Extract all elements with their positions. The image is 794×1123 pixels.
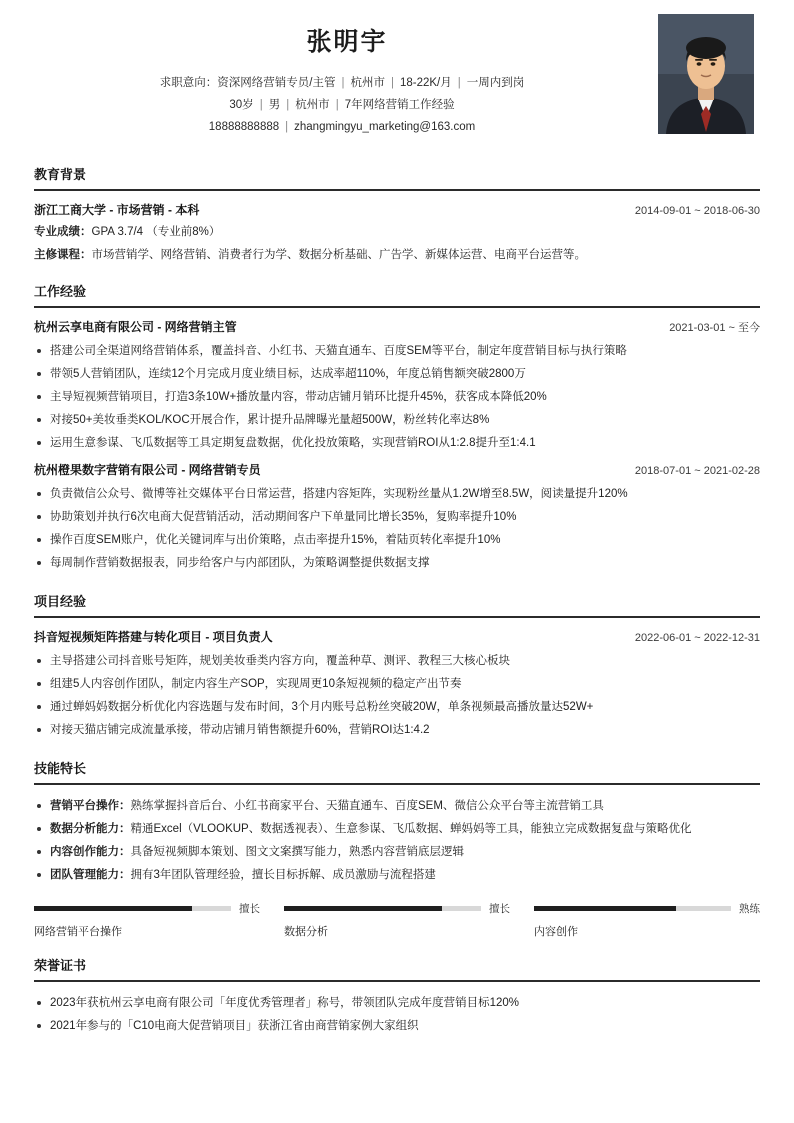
skill-bar-item [284,901,510,939]
skill-bar-fill [534,906,676,911]
skill-label: 营销平台操作： [50,800,131,812]
list-item: 操作百度SEM账户，优化关键词库与出价策略，点击率提升15%，着陆页转化率提升10% [34,529,760,552]
list-item [34,795,760,818]
list-item: 负责微信公众号、微博等社交媒体平台日常运营，搭建内容矩阵，实现粉丝量从1.2W增至8.5W，阅读量提升120% [34,483,760,506]
skill-label: 内容创作能力： [50,846,131,858]
skill-label: 数据分析能力： [50,823,131,835]
list-item: 通过蝉妈妈数据分析优化内容选题与发布时间，3个月内账号总粉丝突破20W，单条视频最高播放量达52W+ [34,696,760,719]
skill-text: 具备短视频脚本策划、图文文案撰写能力，熟悉内容营销底层逻辑 [130,846,464,858]
meta-row-1 [34,72,760,94]
skill-bar-fill [34,906,192,911]
job-city: 杭州市 [350,77,385,89]
city: 杭州市 [295,99,330,111]
education-gpa [34,223,760,242]
gender: 男 [268,99,281,111]
skill-bar-row [34,901,260,916]
list-item: 带领5人营销团队，连续12个月完成月度业绩目标，达成率超110%，年度总销售额突破2800万 [34,363,760,386]
job-intent-label: 求职意向： [159,77,218,89]
section-honors [34,955,760,1038]
list-item: 主导短视频营销项目，打造3条10W+播放量内容，带动店铺月销环比提升45%，获客成本降低20% [34,386,760,409]
separator: | [390,77,394,89]
skill-text: 熟练掌握抖音后台、小红书商家平台、天猫直通车、百度SEM、微信公众平台等主流营销工具 [130,800,604,812]
section-education [34,164,760,265]
list-item: 协助策划并执行6次电商大促营销活动，活动期间客户下单量同比增长35%，复购率提升10% [34,506,760,529]
page-title: 张明宇 [306,28,388,56]
work-date: 2021-03-01 ~ 至今 [669,322,760,334]
separator: | [335,99,339,111]
work-date: 2018-07-01 ~ 2021-02-28 [634,465,760,477]
section-project [34,591,760,742]
section-title-work: 工作经验 [34,284,87,299]
section-title-skills: 技能特长 [34,761,87,776]
work-company: 杭州橙果数字营销有限公司 - 网络营销专员 [34,463,261,477]
skill-bar-level: 擅长 [489,903,510,915]
project-entry [34,628,760,742]
education-entry-head [34,201,760,218]
list-item: 主导搭建公司抖音账号矩阵，规划美妆垂类内容方向，覆盖种草、测评、教程三大核心板块 [34,650,760,673]
education-gpa-value: GPA 3.7/4 （专业前8%） [91,226,221,238]
section-title-project: 项目经验 [34,594,87,609]
divider [34,783,760,785]
project-name: 抖音短视频矩阵搭建与转化项目 - 项目负责人 [34,630,273,644]
education-courses [34,246,760,265]
job-salary: 18-22K/月 [399,77,452,89]
project-date: 2022-06-01 ~ 2022-12-31 [634,632,760,644]
divider [34,616,760,618]
section-title-honors: 荣誉证书 [34,958,87,973]
age: 30岁 [229,99,254,111]
skill-bar-row [534,901,760,916]
list-item [34,864,760,887]
work-company: 杭州云享电商有限公司 - 网络营销主管 [34,320,237,334]
job-intent-value: 资深网络营销专员/主管 [217,77,336,89]
phone-number: 18888888888 [208,121,280,133]
project-bullets [34,650,760,742]
work-entry [34,461,760,575]
work-bullets [34,483,760,575]
resume-header [34,0,760,148]
work-entry-head [34,318,760,335]
work-entry-head [34,461,760,478]
skill-text: 精通Excel（VLOOKUP、数据透视表）、生意参谋、飞瓜数据、蝉妈妈等工具，能独立完成数据复盘与策略优化 [130,823,692,835]
meta-row-2 [34,94,760,116]
list-item: 对接天猫店铺完成流量承接，带动店铺月销售额提升60%，营销ROI达1:4.2 [34,719,760,742]
list-item: 运用生意参谋、飞瓜数据等工具定期复盘数据，优化投放策略，实现营销ROI从1:2.8提升至1:4.1 [34,432,760,455]
skill-bar-level: 熟练 [739,903,760,915]
work-entry [34,318,760,455]
skill-bar-name: 内容创作 [534,926,578,938]
skill-label: 团队管理能力： [50,869,131,881]
list-item: 组建5人内容创作团队，制定内容生产SOP，实现周更10条短视频的稳定产出节奏 [34,673,760,696]
education-courses-value: 市场营销学、网络营销、消费者行为学、数据分析基础、广告学、新媒体运营、电商平台运营等。 [91,249,586,261]
education-courses-label: 主修课程： [34,249,92,261]
avatar [658,14,754,134]
list-item: 2023年获杭州云享电商有限公司「年度优秀管理者」称号，带领团队完成年度营销目标120% [34,992,760,1015]
list-item: 每周制作营销数据报表，同步给客户与内部团队，为策略调整提供数据支撑 [34,552,760,575]
skill-bar-name: 网络营销平台操作 [34,926,122,938]
portrait-photo-icon [658,14,754,134]
skill-bar-track [34,906,231,911]
honors-bullets [34,992,760,1038]
list-item [34,818,760,841]
skill-text: 拥有3年团队管理经验，擅长目标拆解、成员激励与流程搭建 [130,869,436,881]
separator: | [457,77,461,89]
email-address: zhangmingyu_marketing@163.com [294,121,476,133]
meta-row-3 [34,116,760,138]
list-item: 搭建公司全渠道网络营销体系，覆盖抖音、小红书、天猫直通车、百度SEM等平台，制定年度营销目标与执行策略 [34,340,760,363]
separator: | [341,77,345,89]
skill-bars [34,901,760,939]
skill-bar-fill [284,906,442,911]
skill-bar-item [534,901,760,939]
education-gpa-label: 专业成绩： [34,226,92,238]
education-entry [34,201,760,265]
skill-bar-row [284,901,510,916]
project-entry-head [34,628,760,645]
separator: | [285,121,289,133]
section-skills [34,758,760,939]
skill-bar-track [534,906,731,911]
separator: | [286,99,290,111]
skill-bar-track [284,906,481,911]
divider [34,189,760,191]
divider [34,306,760,308]
list-item [34,841,760,864]
skill-bar-level: 擅长 [239,903,260,915]
list-item: 2021年参与的「C10电商大促营销项目」获浙江省由商营销家例大家组织 [34,1015,760,1038]
skill-bar-item [34,901,260,939]
list-item: 对接50+美妆垂类KOL/KOC开展合作，累计提升品牌曝光量超500W，粉丝转化率达8% [34,409,760,432]
divider [34,980,760,982]
section-title-education: 教育背景 [34,167,87,182]
job-availability: 一周内到岗 [466,77,525,89]
education-date: 2014-09-01 ~ 2018-06-30 [634,205,760,217]
experience-years: 7年网络营销工作经验 [344,99,455,111]
work-bullets [34,340,760,455]
skill-bar-name: 数据分析 [284,926,328,938]
education-school: 浙江工商大学 - 市场营销 - 本科 [34,203,200,217]
skills-list [34,795,760,887]
separator: | [259,99,263,111]
section-work [34,281,760,575]
